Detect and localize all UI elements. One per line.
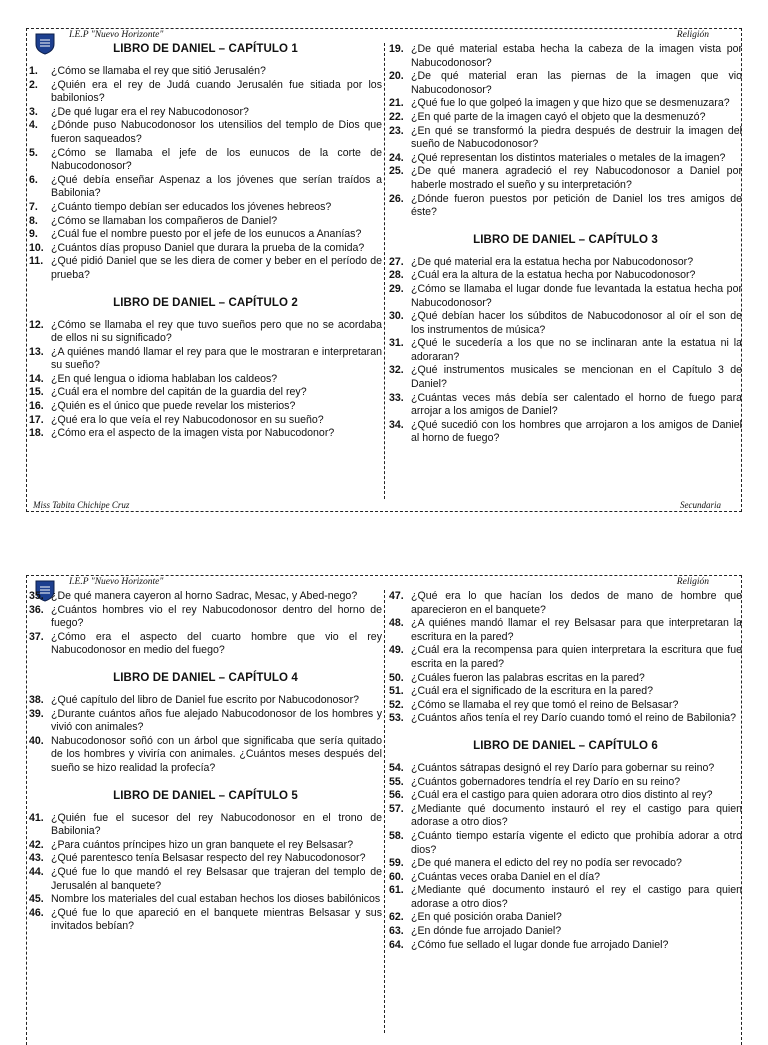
question-number: 55. bbox=[389, 775, 404, 788]
question-text: ¿Qué instrumentos musicales se mencionan en el Capítulo 3 de Daniel? bbox=[411, 364, 742, 391]
question-text: ¿Cuánto tiempo debían ser educados los jóvenes hebreos? bbox=[51, 200, 332, 213]
question-number: 26. bbox=[389, 192, 404, 205]
question-item bbox=[389, 699, 742, 713]
question-item bbox=[389, 193, 742, 220]
column-divider bbox=[384, 43, 385, 499]
question-item bbox=[29, 201, 382, 215]
question-number: 62. bbox=[389, 911, 404, 924]
question-item bbox=[29, 694, 382, 708]
question-text: ¿En dónde fue arrojado Daniel? bbox=[411, 925, 562, 938]
question-item bbox=[29, 228, 382, 242]
question-number: 9. bbox=[29, 228, 38, 241]
question-number: 61. bbox=[389, 884, 404, 897]
question-text: ¿En qué se transformó la piedra después de destruir la imagen del sueño de Nabucodonosor? bbox=[411, 124, 742, 151]
question-number: 5. bbox=[29, 146, 38, 159]
question-number: 39. bbox=[29, 707, 44, 720]
question-number: 15. bbox=[29, 386, 44, 399]
question-item bbox=[29, 79, 382, 106]
question-text: ¿Cuánto tiempo estaría vigente el edicto que prohibía adorar a otro dios? bbox=[411, 829, 742, 856]
right-column bbox=[389, 43, 742, 446]
question-text: ¿Qué fue lo que golpeó la imagen y que hizo que se desmenuzara? bbox=[411, 97, 730, 110]
question-item bbox=[389, 364, 742, 391]
question-number: 42. bbox=[29, 838, 44, 851]
question-text: ¿Cuáles fueron las palabras escritas en la pared? bbox=[411, 671, 645, 684]
question-item bbox=[389, 269, 742, 283]
question-text: ¿Qué le sucedería a los que no se inclinaran ante la estatua ni la adoraran? bbox=[411, 337, 742, 363]
chapter-heading: LIBRO DE DANIEL – CAPÍTULO 4 bbox=[113, 671, 298, 684]
school-name: I.E.P "Nuevo Horizonte" bbox=[69, 30, 164, 40]
question-item bbox=[389, 712, 742, 726]
worksheet-page-2 bbox=[26, 575, 742, 1045]
question-text: ¿Cuántas veces más debía ser calentado el horno de fuego para arrojar a los amigos de Daniel? bbox=[411, 391, 742, 418]
question-number: 19. bbox=[389, 43, 404, 55]
question-number: 36. bbox=[29, 603, 44, 616]
question-number: 48. bbox=[389, 617, 404, 630]
question-number: 46. bbox=[29, 906, 44, 919]
question-text: ¿Quién era el rey de Judá cuando Jerusalén fue sitiada por los babilonios? bbox=[51, 78, 382, 105]
question-item bbox=[29, 852, 382, 866]
question-text: ¿Cuántos sátrapas designó el rey Darío para gobernar su reino? bbox=[411, 761, 715, 774]
question-text: ¿Cómo era el aspecto de la imagen vista por Nabucodonor? bbox=[51, 427, 335, 440]
question-number: 18. bbox=[29, 427, 44, 440]
question-text: ¿Qué fue lo que apareció en el banquete mientras Belsasar y sus invitados bebían? bbox=[51, 906, 382, 933]
question-number: 57. bbox=[389, 802, 404, 815]
question-item bbox=[389, 884, 742, 911]
question-text: ¿Cómo era el aspecto del cuarto hombre que vio el rey Nabucodonosor en medio del fuego? bbox=[51, 630, 382, 657]
question-item bbox=[29, 174, 382, 201]
question-text: ¿Qué debían hacer los súbditos de Nabucodonosor al oír el son de los instrumentos de música? bbox=[411, 310, 742, 336]
question-text: ¿Qué pidió Daniel que se les diera de comer y beber en el período de prueba? bbox=[51, 255, 382, 281]
chapter-heading: LIBRO DE DANIEL – CAPÍTULO 5 bbox=[113, 789, 298, 802]
question-number: 56. bbox=[389, 789, 404, 802]
question-text: Nombre los materiales del cual estaban hechos los dioses babilónicos bbox=[51, 893, 381, 906]
question-number: 43. bbox=[29, 852, 44, 865]
subject-label: Religión bbox=[676, 30, 709, 40]
question-item bbox=[389, 310, 742, 337]
question-number: 8. bbox=[29, 214, 38, 227]
question-item bbox=[389, 152, 742, 166]
question-number: 23. bbox=[389, 124, 404, 137]
question-text: ¿Qué capítulo del libro de Daniel fue escrito por Nabucodonosor? bbox=[51, 693, 359, 706]
chapter-heading: LIBRO DE DANIEL – CAPÍTULO 1 bbox=[113, 43, 298, 55]
question-text: ¿De qué material era la estatua hecha por Nabucodonosor? bbox=[411, 255, 694, 268]
school-name: I.E.P "Nuevo Horizonte" bbox=[69, 577, 164, 587]
question-text: ¿Cuál era el significado de la escritura en la pared? bbox=[411, 685, 654, 698]
question-item bbox=[389, 617, 742, 644]
question-text: ¿Quién fue el sucesor del rey Nabucodonosor en el trono de Babilonia? bbox=[51, 811, 382, 838]
question-number: 34. bbox=[389, 418, 404, 431]
question-text: ¿Cuál fue el nombre puesto por el jefe de los eunucos a Ananías? bbox=[51, 228, 362, 241]
question-item bbox=[29, 386, 382, 400]
question-item bbox=[389, 70, 742, 97]
question-item bbox=[389, 789, 742, 803]
question-text: ¿Qué era lo que hacían los dedos de mano de hombre que aparecieron en el banquete? bbox=[411, 590, 742, 616]
question-number: 64. bbox=[389, 938, 404, 951]
question-item bbox=[389, 125, 742, 152]
question-text: ¿Mediante qué documento instauró el rey el castigo para quien adorase a otro dios? bbox=[411, 802, 742, 829]
column-divider bbox=[384, 590, 385, 1033]
question-item bbox=[29, 215, 382, 229]
question-item bbox=[389, 871, 742, 885]
question-text: ¿Qué parentesco tenía Belsasar respecto del rey Nabucodonosor? bbox=[51, 852, 366, 865]
question-text: ¿Cómo se llamaba el rey que tuvo sueños pero que no se acordaba de ellos ni su significado? bbox=[51, 318, 382, 345]
question-number: 21. bbox=[389, 97, 404, 110]
question-text: ¿Qué representan los distintos materiales o metales de la imagen? bbox=[411, 151, 726, 164]
question-item bbox=[389, 43, 742, 70]
question-number: 30. bbox=[389, 310, 404, 323]
question-item bbox=[389, 256, 742, 270]
question-number: 27. bbox=[389, 255, 404, 268]
question-text: ¿De qué material estaba hecha la cabeza de la imagen vista por Nabucodonosor? bbox=[411, 43, 742, 69]
question-text: ¿Cuántos días propuso Daniel que durara la prueba de la comida? bbox=[51, 241, 365, 254]
chapter-heading: LIBRO DE DANIEL – CAPÍTULO 2 bbox=[113, 296, 298, 309]
question-text: ¿Cuántos hombres vio el rey Nabucodonosor dentro del horno de fuego? bbox=[51, 603, 382, 630]
question-item bbox=[389, 939, 742, 953]
question-number: 11. bbox=[29, 255, 44, 268]
question-item bbox=[389, 762, 742, 776]
question-text: ¿Quién es el único que puede revelar los misterios? bbox=[51, 400, 296, 413]
question-item bbox=[29, 400, 382, 414]
question-item bbox=[29, 65, 382, 79]
question-number: 59. bbox=[389, 857, 404, 870]
question-number: 35. bbox=[29, 590, 44, 602]
question-text: ¿Cómo se llamaba el lugar donde fue levantada la estatua hecha por Nabucodonosor? bbox=[411, 282, 742, 309]
question-number: 38. bbox=[29, 693, 44, 706]
question-number: 7. bbox=[29, 200, 38, 213]
question-number: 32. bbox=[389, 364, 404, 377]
question-item bbox=[29, 414, 382, 428]
question-text: ¿Cuál era la altura de la estatua hecha por Nabucodonosor? bbox=[411, 269, 696, 282]
question-number: 37. bbox=[29, 630, 44, 643]
question-text: ¿De qué manera agradeció el rey Nabucodonosor a Daniel por haberle mostrado el sueño y su interpretación? bbox=[411, 165, 742, 191]
question-item bbox=[29, 604, 382, 631]
question-text: ¿Para cuántos príncipes hizo un gran banquete el rey Belsasar? bbox=[51, 838, 354, 851]
question-number: 53. bbox=[389, 712, 404, 725]
question-number: 31. bbox=[389, 337, 404, 350]
question-number: 13. bbox=[29, 345, 44, 358]
question-text: ¿De qué manera el edicto del rey no podía ser revocado? bbox=[411, 857, 682, 870]
question-number: 52. bbox=[389, 698, 404, 711]
question-text: ¿Cuál era el castigo para quien adorara otro dios distinto al rey? bbox=[411, 789, 713, 802]
question-item bbox=[389, 590, 742, 617]
question-text: ¿Cómo fue sellado el lugar donde fue arrojado Daniel? bbox=[411, 938, 669, 951]
question-number: 1. bbox=[29, 65, 38, 77]
question-item bbox=[389, 857, 742, 871]
question-number: 41. bbox=[29, 811, 44, 824]
question-item bbox=[29, 866, 382, 893]
question-text: ¿De qué lugar era el rey Nabucodonosor? bbox=[51, 105, 249, 118]
question-text: ¿Cómo se llamaba el rey que sitió Jerusalén? bbox=[51, 65, 266, 77]
question-item bbox=[29, 106, 382, 120]
question-text: ¿De qué manera cayeron al horno Sadrac, Mesac, y Abed-nego? bbox=[51, 590, 358, 602]
question-number: 33. bbox=[389, 391, 404, 404]
level-label: Secundaria bbox=[680, 500, 721, 510]
question-item bbox=[389, 165, 742, 192]
question-number: 4. bbox=[29, 119, 38, 132]
question-item bbox=[29, 427, 382, 441]
question-text: ¿Cuál era la recompensa para quien interpretara la escritura que fue escrita en la pared? bbox=[411, 644, 742, 670]
question-item bbox=[389, 644, 742, 671]
question-item bbox=[29, 907, 382, 934]
question-text: ¿Cómo se llamaban los compañeros de Daniel? bbox=[51, 214, 278, 227]
teacher-name: Miss Tabita Chichipe Cruz bbox=[33, 500, 130, 510]
question-number: 49. bbox=[389, 644, 404, 657]
question-number: 3. bbox=[29, 105, 38, 118]
question-text: ¿Qué sucedió con los hombres que arrojaron a los amigos de Daniel al horno de fuego? bbox=[411, 418, 742, 445]
question-text: ¿Dónde puso Nabucodonosor los utensilios del templo de Dios que fueron saqueados? bbox=[51, 119, 382, 145]
subject-label: Religión bbox=[676, 577, 709, 587]
question-text: ¿Qué fue lo que mandó el rey Belsasar que trajeran del templo de Jerusalén al banquete? bbox=[51, 865, 382, 892]
question-text: ¿En qué parte de la imagen cayó el objeto que la desmenuzó? bbox=[411, 110, 706, 123]
question-item bbox=[389, 97, 742, 111]
question-item bbox=[389, 337, 742, 364]
question-number: 63. bbox=[389, 925, 404, 938]
question-number: 20. bbox=[389, 70, 404, 83]
question-text: ¿Cuántos gobernadores tendría el rey Darío en su reino? bbox=[411, 775, 681, 788]
question-number: 28. bbox=[389, 269, 404, 282]
question-text: ¿Dónde fueron puestos por petición de Daniel los tres amigos de éste? bbox=[411, 192, 742, 219]
question-item bbox=[29, 812, 382, 839]
question-number: 2. bbox=[29, 78, 38, 91]
chapter-heading: LIBRO DE DANIEL – CAPÍTULO 6 bbox=[473, 739, 658, 752]
question-number: 10. bbox=[29, 241, 44, 254]
question-item bbox=[389, 685, 742, 699]
question-text: ¿Cuántos años tenía el rey Darío cuando tomó el reino de Babilonia? bbox=[411, 712, 737, 725]
worksheet-page-1 bbox=[26, 28, 742, 512]
question-text: ¿A quiénes mandó llamar el rey para que le mostraran e interpretaran su sueño? bbox=[51, 345, 382, 372]
question-number: 50. bbox=[389, 671, 404, 684]
question-item bbox=[29, 839, 382, 853]
question-item bbox=[389, 283, 742, 310]
question-number: 44. bbox=[29, 865, 44, 878]
question-number: 58. bbox=[389, 829, 404, 842]
question-item bbox=[29, 893, 382, 907]
question-text: ¿Cómo se llamaba el jefe de los eunucos de la corte de Nabucodonosor? bbox=[51, 146, 382, 173]
question-item bbox=[29, 735, 382, 776]
question-number: 22. bbox=[389, 110, 404, 123]
question-number: 25. bbox=[389, 165, 404, 178]
question-text: ¿En qué posición oraba Daniel? bbox=[411, 911, 562, 924]
question-text: ¿Mediante qué documento instauró el rey el castigo para quien adorase a otro dios? bbox=[411, 884, 742, 910]
question-item bbox=[389, 392, 742, 419]
question-text: ¿En qué lengua o idioma hablaban los caldeos? bbox=[51, 372, 278, 385]
right-column bbox=[389, 590, 742, 952]
question-item bbox=[29, 590, 382, 604]
question-item bbox=[389, 111, 742, 125]
question-number: 60. bbox=[389, 870, 404, 883]
question-number: 51. bbox=[389, 685, 404, 698]
left-column bbox=[29, 590, 382, 934]
question-text: ¿Qué era lo que veía el rey Nabucodonosor en su sueño? bbox=[51, 413, 324, 426]
question-text: ¿Durante cuántos años fue alejado Nabucodonosor de los hombres y vivió con animales? bbox=[51, 707, 382, 734]
question-number: 16. bbox=[29, 400, 44, 413]
question-number: 45. bbox=[29, 893, 44, 906]
question-number: 24. bbox=[389, 151, 404, 164]
question-item bbox=[389, 672, 742, 686]
question-item bbox=[29, 242, 382, 256]
chapter-heading: LIBRO DE DANIEL – CAPÍTULO 3 bbox=[473, 233, 658, 246]
question-number: 12. bbox=[29, 318, 44, 331]
question-number: 47. bbox=[389, 590, 404, 602]
question-item bbox=[29, 373, 382, 387]
question-number: 40. bbox=[29, 734, 44, 747]
question-number: 29. bbox=[389, 282, 404, 295]
question-text: ¿Cuál era el nombre del capitán de la guardia del rey? bbox=[51, 386, 307, 399]
question-item bbox=[29, 147, 382, 174]
question-item bbox=[29, 708, 382, 735]
question-text: ¿Qué debía enseñar Aspenaz a los jóvenes que serían traídos a Babilonia? bbox=[51, 173, 382, 200]
question-item bbox=[389, 803, 742, 830]
question-number: 54. bbox=[389, 761, 404, 774]
question-item bbox=[29, 319, 382, 346]
question-item bbox=[389, 830, 742, 857]
question-item bbox=[29, 119, 382, 146]
question-item bbox=[389, 925, 742, 939]
question-number: 17. bbox=[29, 413, 44, 426]
question-number: 14. bbox=[29, 372, 44, 385]
question-item bbox=[389, 776, 742, 790]
question-item bbox=[389, 419, 742, 446]
question-item bbox=[389, 911, 742, 925]
question-text: ¿A quiénes mandó llamar el rey Belsasar para que interpretaran la escritura en la pared? bbox=[411, 617, 742, 643]
question-text: ¿De qué material eran las piernas de la imagen que vio Nabucodonosor? bbox=[411, 70, 742, 96]
question-number: 6. bbox=[29, 173, 38, 186]
question-item bbox=[29, 346, 382, 373]
question-item bbox=[29, 255, 382, 282]
question-text: Nabucodonosor soñó con un árbol que significaba que sería quitado de los hombres y viviría con animales. ¿Cuántos meses después del sueño se hizo realidad la profecía? bbox=[51, 734, 382, 774]
question-text: ¿Cuántas veces oraba Daniel en el día? bbox=[411, 870, 601, 883]
left-column bbox=[29, 43, 382, 441]
question-item bbox=[29, 631, 382, 658]
question-text: ¿Cómo se llamaba el rey que tomó el reino de Belsasar? bbox=[411, 698, 679, 711]
